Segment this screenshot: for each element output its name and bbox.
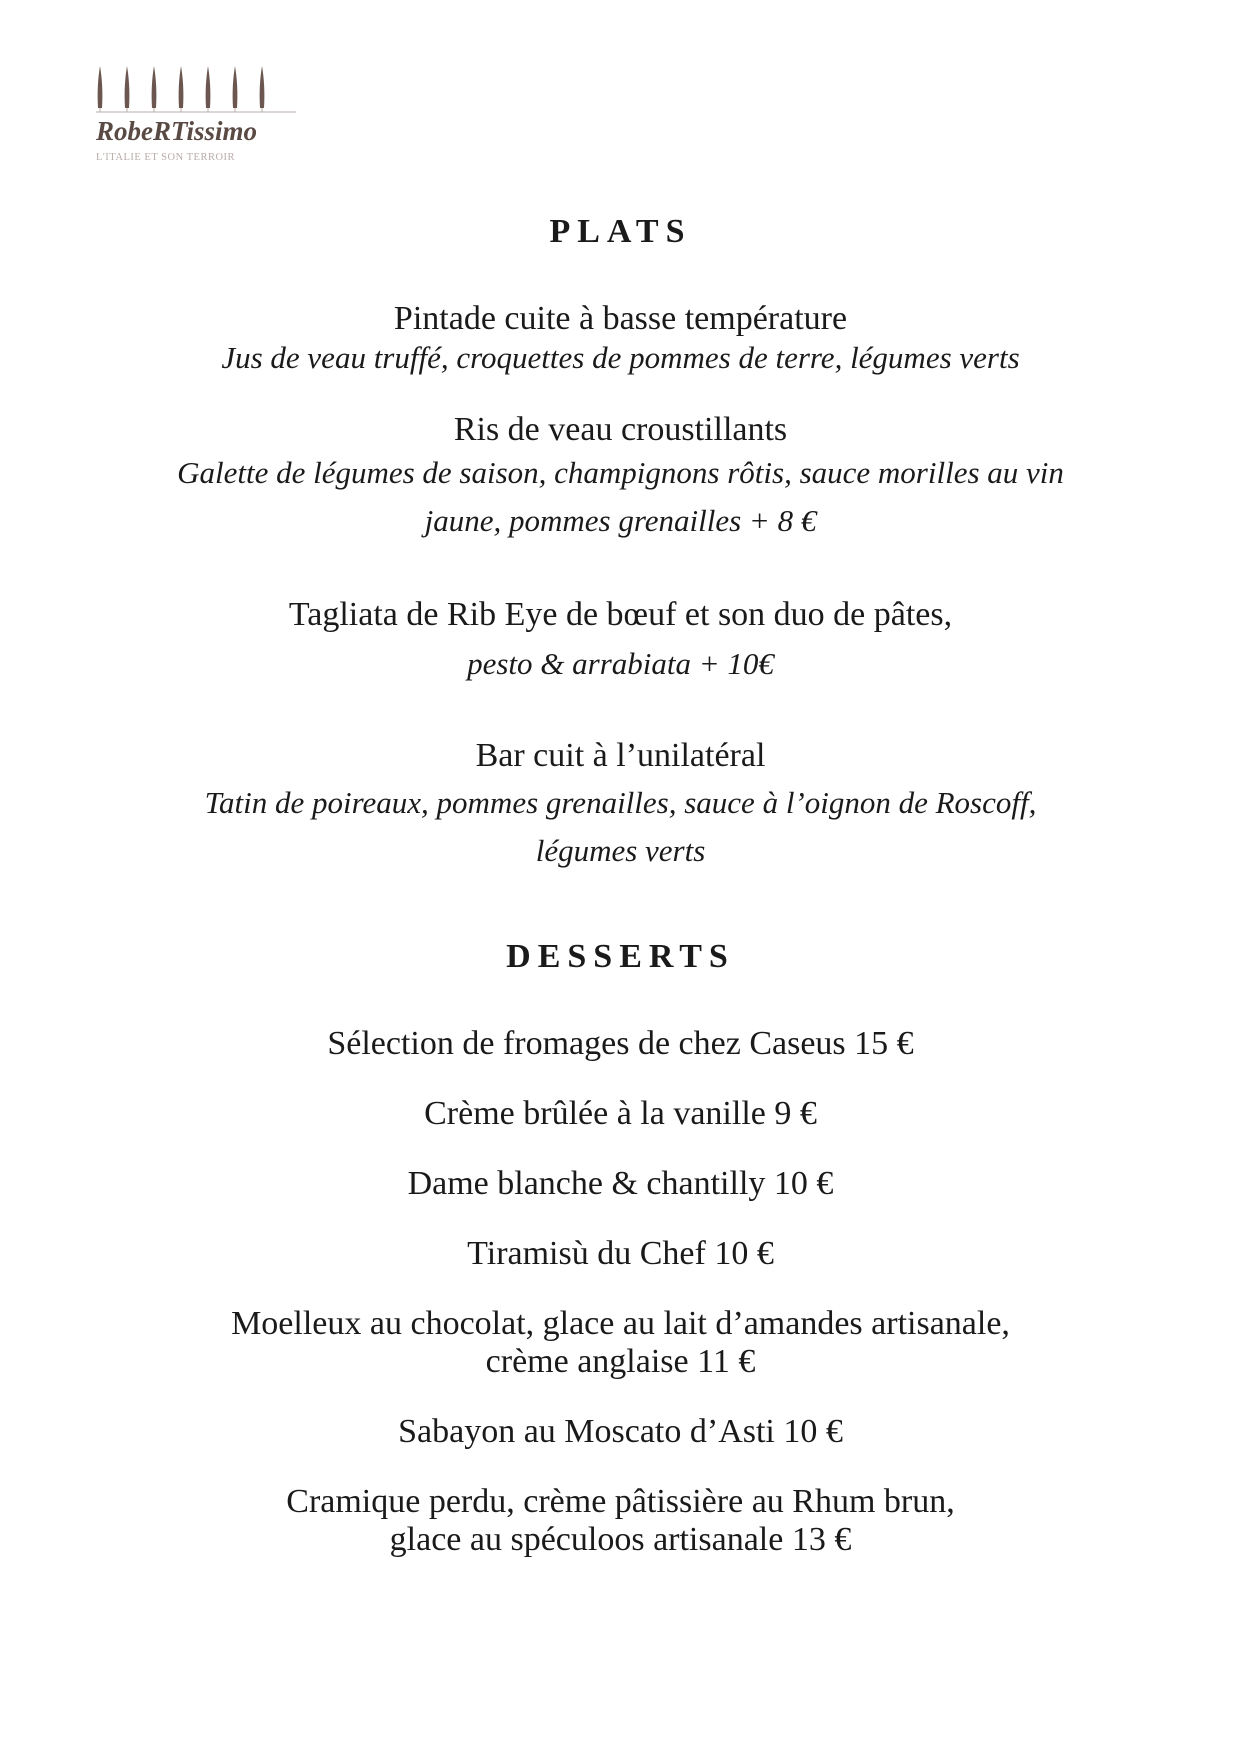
desserts-heading: DESSERTS: [506, 938, 735, 975]
brand-tagline: L'ITALIE ET SON TERROIR: [96, 152, 236, 163]
dish-description: pesto & arrabiata + 10€: [467, 646, 774, 681]
dessert-item: Dame blanche & chantilly 10 €: [407, 1165, 834, 1202]
dessert-item: crème anglaise 11 €: [485, 1343, 756, 1380]
dessert-item: glace au spéculoos artisanale 13 €: [389, 1521, 852, 1558]
dish-description: jaune, pommes grenailles + 8 €: [424, 503, 817, 538]
dessert-item: Sélection de fromages de chez Caseus 15 €: [327, 1025, 914, 1062]
dish-name: Bar cuit à l’unilatéral: [475, 737, 766, 774]
dish-name: Ris de veau croustillants: [453, 411, 788, 448]
plats-heading: PLATS: [549, 213, 692, 250]
dish-description: Jus de veau truffé, croquettes de pommes de terre, légumes verts: [221, 340, 1020, 375]
dish-name: Tagliata de Rib Eye de bœuf et son duo de pâtes,: [288, 596, 953, 633]
brand-name: RobeRTissimo: [96, 116, 258, 146]
restaurant-logo: [96, 64, 306, 174]
dish-description: Tatin de poireaux, pommes grenailles, sauce à l’oignon de Roscoff,: [204, 785, 1037, 820]
dessert-item: Tiramisù du Chef 10 €: [467, 1235, 774, 1272]
dish-name: Pintade cuite à basse température: [393, 300, 848, 337]
dessert-item: Cramique perdu, crème pâtissière au Rhum brun,: [286, 1483, 955, 1520]
dessert-item: Moelleux au chocolat, glace au lait d’amandes artisanale,: [231, 1305, 1010, 1342]
dessert-item: Crème brûlée à la vanille 9 €: [424, 1095, 817, 1132]
bottles-logo-icon: [96, 64, 306, 116]
dish-description: Galette de légumes de saison, champignons rôtis, sauce morilles au vin: [177, 455, 1064, 490]
dessert-item: Sabayon au Moscato d’Asti 10 €: [398, 1413, 843, 1450]
dish-description: légumes verts: [535, 833, 706, 868]
